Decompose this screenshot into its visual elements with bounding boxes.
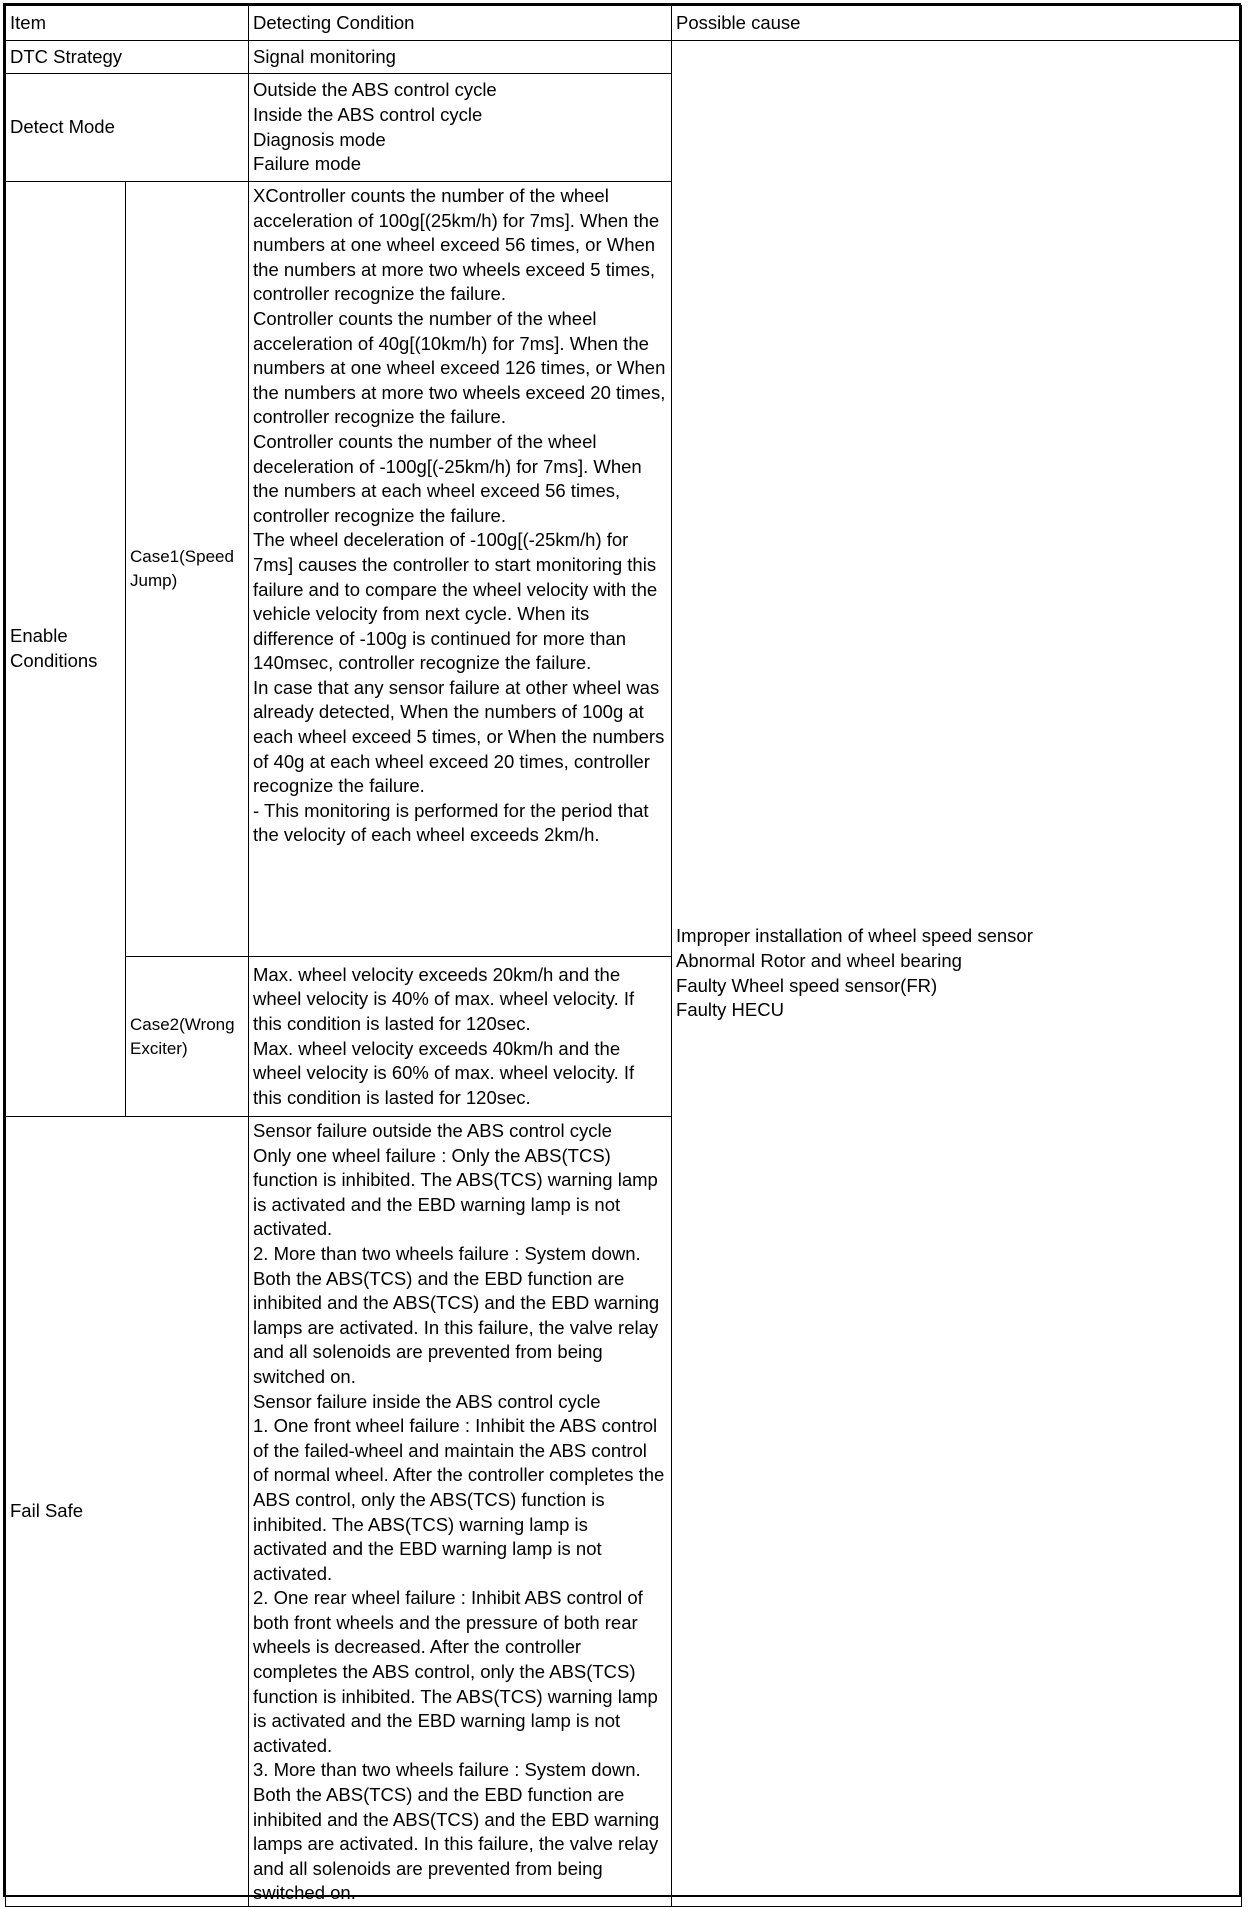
table-row-dtc-strategy [6, 41, 1242, 74]
detect-mode-line: Diagnosis mode [253, 128, 386, 150]
case2-label: Case2(Wrong Exciter) [126, 957, 249, 1117]
header-possible-cause: Possible cause [672, 6, 1242, 41]
possible-cause-item: Faulty Wheel speed sensor(FR) [676, 974, 938, 996]
fail-safe-paragraph: Sensor failure inside the ABS control cycle [253, 1390, 601, 1412]
fail-safe-paragraph: Sensor failure outside the ABS control cycle [253, 1120, 612, 1141]
fail-safe-paragraph: 2. More than two wheels failure : System down. Both the ABS(TCS) and the EBD function are inhibited and the ABS(TCS) and the EBD warning lamps are activated. In this failure, the valve relay and all solenoids are prevented from being switched on. [253, 1242, 660, 1387]
case1-paragraph: Controller counts the number of the wheel acceleration of 40g[(10km/h) for 7ms]. When the numbers at one wheel exceed 126 times, or When the numbers at more two wheels exceed 20 times, controller recognize the failure. [253, 307, 666, 428]
case1-paragraph: - This monitoring is performed for the period that the velocity of each wheel exceeds 2km/h. [253, 799, 649, 846]
case1-paragraph: The wheel deceleration of -100g[(-25km/h) for 7ms] causes the controller to start monitoring this failure and to compare the wheel velocity with the vehicle velocity from next cycle. When its difference of -100g is continued for more than 140msec, controller recognize the failure. [253, 529, 658, 674]
detect-mode-condition [249, 74, 672, 182]
detect-mode-line: Outside the ABS control cycle [253, 79, 497, 101]
fail-safe-paragraph: 2. One rear wheel failure : Inhibit ABS control of both front wheels and the pressure of both rear wheels is decreased. After the controller completes the ABS control, only the ABS(TCS) function is inhibited. The ABS(TCS) warning lamp is activated and the EBD warning lamp is not activated. [253, 1587, 658, 1756]
detect-mode-label: Detect Mode [6, 74, 249, 182]
fail-safe-paragraph: Only one wheel failure : Only the ABS(TCS) function is inhibited. The ABS(TCS) warning lamp is activated and the EBD warning lamp is not activated. [253, 1144, 658, 1240]
header-row [6, 6, 1242, 41]
possible-cause-item: Abnormal Rotor and wheel bearing [676, 949, 962, 971]
case1-paragraph: Controller counts the number of the wheel deceleration of -100g[(-25km/h) for 7ms]. When the numbers at each wheel exceed 56 times, controller recognize the failure. [253, 430, 642, 526]
fail-safe-paragraph: 1. One front wheel failure : Inhibit the ABS control of the failed-wheel and maintain the ABS control of normal wheel. After the controller completes the ABS control, only the ABS(TCS) function is inhibited. The ABS(TCS) warning lamp is activated and the EBD warning lamp is not activated. [253, 1415, 665, 1584]
dtc-strategy-condition: Signal monitoring [249, 41, 672, 74]
possible-cause-cell [672, 41, 1242, 1907]
header-detecting-condition: Detecting Condition [249, 6, 672, 41]
case2-paragraph: Max. wheel velocity exceeds 40km/h and the wheel velocity is 60% of max. wheel velocity. If this condition is lasted for 120sec. [253, 1037, 635, 1108]
dtc-strategy-label: DTC Strategy [6, 41, 249, 74]
fail-safe-label: Fail Safe [6, 1117, 249, 1907]
case1-paragraph: In case that any sensor failure at other wheel was already detected, When the numbers of 100g at each wheel exceed 5 times, or When the numbers of 40g at each wheel exceed 20 times, controller recognize the failure. [253, 676, 665, 797]
possible-cause-item: Faulty HECU [676, 999, 784, 1021]
case1-condition [249, 182, 672, 957]
case1-paragraph: XController counts the number of the wheel acceleration of 100g[(25km/h) for 7ms]. When the numbers at one wheel exceed 56 times, or When the numbers at more two wheels exceed 5 times, controller recognize the failure. [253, 185, 660, 305]
case2-condition [249, 957, 672, 1117]
fail-safe-paragraph: 3. More than two wheels failure : System down. Both the ABS(TCS) and the EBD function are inhibited and the ABS(TCS) and the EBD warning lamps are activated. In this failure, the valve relay and all solenoids are prevented from being switched on. [253, 1759, 660, 1904]
case1-label: Case1(Speed Jump) [126, 182, 249, 957]
detect-mode-line: Inside the ABS control cycle [253, 103, 483, 125]
case2-paragraph: Max. wheel velocity exceeds 20km/h and the wheel velocity is 40% of max. wheel velocity. If this condition is lasted for 120sec. [253, 963, 635, 1034]
dtc-table [5, 5, 1242, 1907]
header-item: Item [6, 6, 249, 41]
enable-conditions-label: Enable Conditions [6, 182, 126, 1117]
detect-mode-line: Failure mode [253, 153, 361, 175]
fail-safe-condition [249, 1117, 672, 1907]
possible-cause-item: Improper installation of wheel speed sensor [676, 925, 1033, 947]
